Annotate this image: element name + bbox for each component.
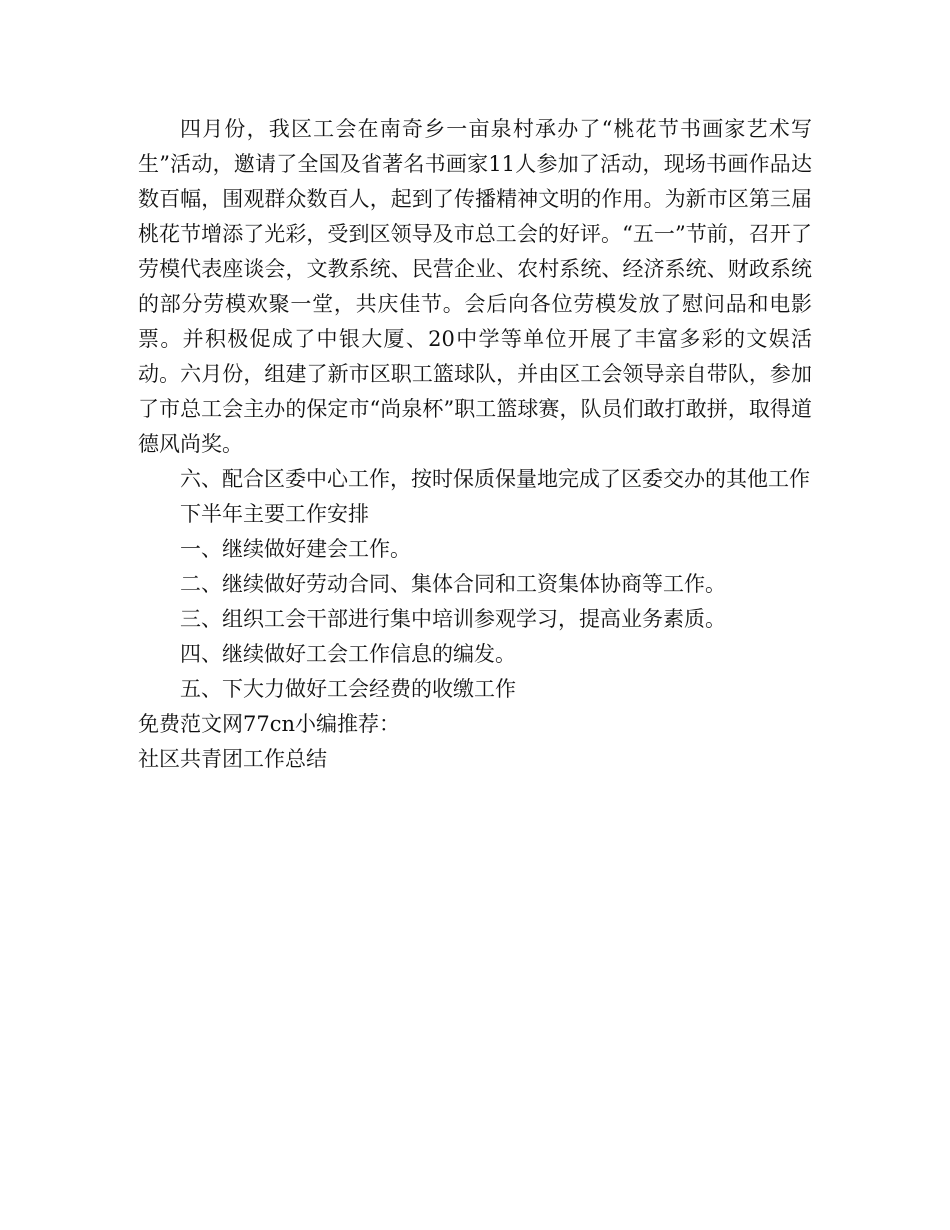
document-body bbox=[138, 112, 812, 777]
recommendation-label: 免费范文网77cn小编推荐： bbox=[138, 712, 401, 736]
plan-item-two: 二、继续做好劳动合同、集体合同和工资集体协商等工作。 bbox=[180, 572, 726, 596]
plan-item-five: 五、下大力做好工会经费的收缴工作 bbox=[180, 677, 516, 701]
recommended-article-link[interactable]: 社区共青团工作总结 bbox=[138, 747, 327, 771]
section-heading-second-half-plan: 下半年主要工作安排 bbox=[180, 502, 369, 526]
paragraph-item-six: 六、配合区委中心工作，按时保质保量地完成了区委交办的其他工作 bbox=[180, 467, 810, 491]
paragraph-activities: 四月份，我区工会在南奇乡一亩泉村承办了“桃花节书画家艺术写生”活动，邀请了全国及省著名书画家11人参加了活动，现场书画作品达数百幅，围观群众数百人，起到了传播精神文明的作用。为新市区第三届桃花节增添了光彩，受到区领导及市总工会的好评。“五一”节前，召开了劳模代表座谈会，文教系统、民营企业、农村系统、经济系统、财政系统的部分劳模欢聚一堂，共庆佳节。会后向各位劳模发放了慰问品和电影票。并积极促成了中银大厦、20中学等单位开展了丰富多彩的文娱活动。六月份，组建了新市区职工篮球队，并由区工会领导亲自带队，参加了市总工会主办的保定市“尚泉杯”职工篮球赛，队员们敢打敢拼，取得道德风尚奖。 bbox=[138, 117, 812, 456]
plan-item-one: 一、继续做好建会工作。 bbox=[180, 537, 411, 561]
plan-item-three: 三、组织工会干部进行集中培训参观学习，提高业务素质。 bbox=[180, 607, 726, 631]
plan-item-four: 四、继续做好工会工作信息的编发。 bbox=[180, 642, 516, 666]
